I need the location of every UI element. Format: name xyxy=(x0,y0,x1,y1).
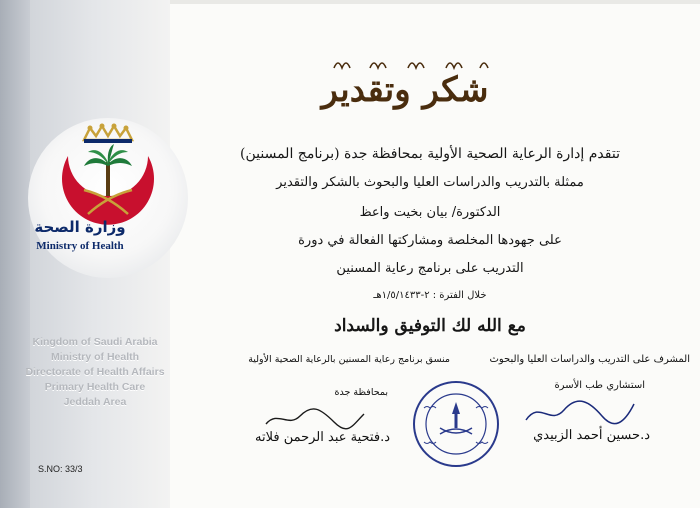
right-signatory-role: المشرف على التدريب والدراسات العليا والبحوث xyxy=(489,354,690,365)
serial-number: S.NO: 33/3 xyxy=(38,464,83,474)
course-name: التدريب على برنامج رعاية المسنين xyxy=(336,261,524,276)
left-signatory-name: د.فتحية عبد الرحمن فلاته xyxy=(255,430,390,445)
logo-emblem-icon xyxy=(28,118,188,278)
representation-line: ممثلة بالتدريب والدراسات العليا والبحوث بالشكر والتقدير xyxy=(276,175,584,190)
right-signatory-name: د.حسين أحمد الزبيدي xyxy=(533,428,650,443)
ministry-name-arabic: وزارة الصحة xyxy=(34,218,126,236)
org-line: Kingdom of Saudi Arabia xyxy=(32,336,158,348)
left-sidebar-shade xyxy=(0,0,30,508)
crown-icon xyxy=(84,124,132,144)
org-address-block xyxy=(20,335,170,410)
period-line: خلال الفترة : ٢-١/٥/١٤٣٣هـ xyxy=(373,290,487,301)
right-signatory-title: استشاري طب الأسرة xyxy=(554,380,645,391)
org-line: Primary Health Care xyxy=(44,381,146,393)
left-signatory-role: منسق برنامج رعاية المسنين بالرعاية الصحية الأولية xyxy=(248,354,450,365)
left-signatory-city: بمحافظة جدة xyxy=(334,387,388,398)
org-line: Ministry of Health xyxy=(50,351,140,363)
certificate-title: شكر وتقدير xyxy=(321,70,489,110)
palm-icon xyxy=(84,144,132,196)
right-signature-icon xyxy=(520,396,640,428)
ministry-logo xyxy=(28,118,188,278)
official-stamp-icon xyxy=(410,378,502,470)
issuer-line: تتقدم إدارة الرعاية الصحية الأولية بمحافظة جدة (برنامج المسنين) xyxy=(240,146,620,162)
ministry-name-english: Ministry of Health xyxy=(36,240,124,252)
closing-wish: مع الله لك التوفيق والسداد xyxy=(334,316,526,336)
appreciation-line: على جهودها المخلصة ومشاركتها الفعالة في دورة xyxy=(298,233,562,248)
recipient-name: الدكتورة/ بيان بخيت واعظ xyxy=(359,205,501,220)
org-line: Directorate of Health Affairs xyxy=(25,366,165,378)
org-line: Jeddah Area xyxy=(63,396,127,408)
left-signature-icon xyxy=(260,404,370,432)
